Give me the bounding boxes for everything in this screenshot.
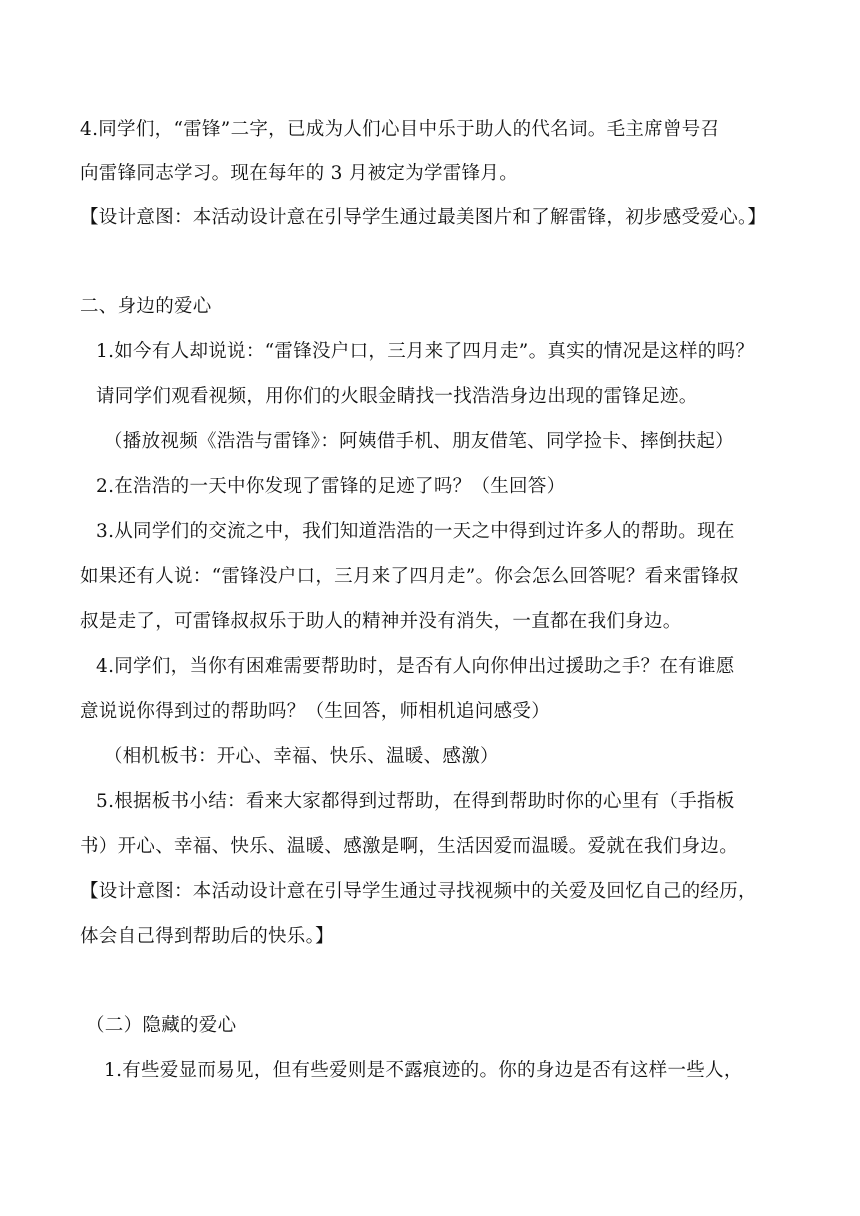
paragraph-line: （相机板书：开心、幸福、快乐、温暖、感激）: [104, 746, 499, 767]
section-heading: 二、身边的爱心: [80, 296, 212, 317]
paragraph-line: 2.在浩浩的一天中你发现了雷锋的足迹了吗？（生回答）: [96, 476, 566, 497]
paragraph-line: 叔是走了，可雷锋叔叔乐于助人的精神并没有消失，一直都在我们身边。: [80, 611, 682, 632]
paragraph-line: 请同学们观看视频，用你们的火眼金睛找一找浩浩身边出现的雷锋足迹。: [96, 386, 698, 407]
design-intent-note: 【设计意图：本活动设计意在引导学生通过最美图片和了解雷锋，初步感受爱心。】: [80, 207, 767, 228]
paragraph-line: 5.根据板书小结：看来大家都得到过帮助，在得到帮助时你的心里有（手指板: [96, 791, 735, 812]
section-heading: （二）隐藏的爱心: [86, 1015, 237, 1036]
paragraph-line: 意说说你得到过的帮助吗？（生回答，师相机追问感受）: [80, 701, 551, 722]
paragraph-line: （播放视频《浩浩与雷锋》：阿姨借手机、朋友借笔、同学捡卡、摔倒扶起）: [104, 431, 734, 452]
design-intent-note: 【设计意图：本活动设计意在引导学生通过寻找视频中的关爱及回忆自己的经历，: [80, 881, 757, 902]
paragraph-line: 3.从同学们的交流之中，我们知道浩浩的一天之中得到过许多人的帮助。现在: [96, 521, 735, 542]
paragraph-line: 书）开心、幸福、快乐、温暖、感激是啊，生活因爱而温暖。爱就在我们身边。: [80, 836, 739, 857]
paragraph-line: 如果还有人说：“雷锋没户口，三月来了四月走”。你会怎么回答呢？看来雷锋叔: [80, 566, 739, 587]
paragraph-line: 1.有些爱显而易见，但有些爱则是不露痕迹的。你的身边是否有这样一些人，: [104, 1060, 743, 1081]
paragraph-line: 1.如今有人却说说：“雷锋没户口，三月来了四月走”。真实的情况是这样的吗？: [96, 341, 755, 362]
paragraph-line: 4.同学们，“雷锋”二字，已成为人们心目中乐于助人的代名词。毛主席曾号召: [80, 119, 720, 140]
paragraph-line: 向雷锋同志学习。现在每年的 3 月被定为学雷锋月。: [80, 163, 519, 184]
design-intent-note: 体会自己得到帮助后的快乐。】: [80, 926, 334, 947]
paragraph-line: 4.同学们，当你有困难需要帮助时，是否有人向你伸出过援助之手？在有谁愿: [96, 656, 735, 677]
